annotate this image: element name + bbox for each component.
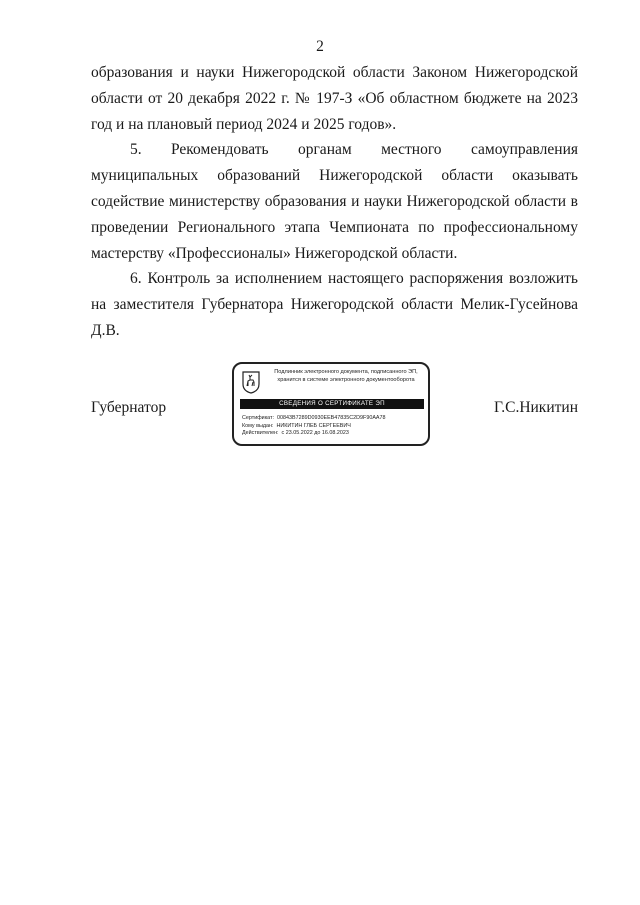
signer-title: Губернатор — [91, 399, 167, 416]
signer-name: Г.С.Никитин — [494, 399, 578, 416]
deer-emblem-icon — [241, 370, 261, 394]
issued-to-value: НИКИТИН ГЛЕБ СЕРГЕЕВИЧ — [276, 422, 351, 429]
issued-to-label: Кому выдан: — [242, 422, 274, 429]
validity-label: Действителен: — [242, 430, 279, 437]
stamp-header-line: Подлинник электронного документа, подписанного ЭП, — [274, 369, 418, 375]
document-body — [91, 60, 578, 344]
validity-value: с 23.05.2022 до 16.08.2023 — [281, 430, 349, 437]
stamp-header-line: хранится в системе электронного документооборота — [277, 376, 415, 383]
certificate-row — [242, 415, 426, 423]
certificate-details — [242, 415, 426, 438]
certificate-value: 00843B7289D0930EEB47835C2D9F90AA78 — [277, 415, 386, 421]
paragraph-continuation: образования и науки Нижегородской области Законом Нижегородской области от 20 декабря 2022 г. № 197-З «Об областном бюджете на 2023 год и на плановый период 2024 и 2025 годов». — [91, 64, 578, 133]
electronic-signature-stamp — [232, 362, 430, 446]
certificate-info-bar: СВЕДЕНИЯ О СЕРТИФИКАТЕ ЭП — [240, 399, 424, 409]
certificate-label: Сертификат: — [242, 415, 275, 421]
page-number: 2 — [316, 38, 324, 55]
paragraph-item-5: 5. Рекомендовать органам местного самоуправления муниципальных образований Нижегородской области оказывать содействие министерству образования и науки Нижегородской области в проведении Регионального этапа Чемпионата по профессиональному мастерству «Профессионалы» Нижегородской области. — [91, 141, 578, 262]
signature-block — [91, 362, 578, 448]
validity-row — [242, 430, 426, 438]
paragraph-item-6: 6. Контроль за исполнением настоящего распоряжения возложить на заместителя Губернатора Нижегородской области Мелик-Гусейнова Д.В. — [91, 270, 578, 339]
stamp-header — [266, 369, 426, 384]
